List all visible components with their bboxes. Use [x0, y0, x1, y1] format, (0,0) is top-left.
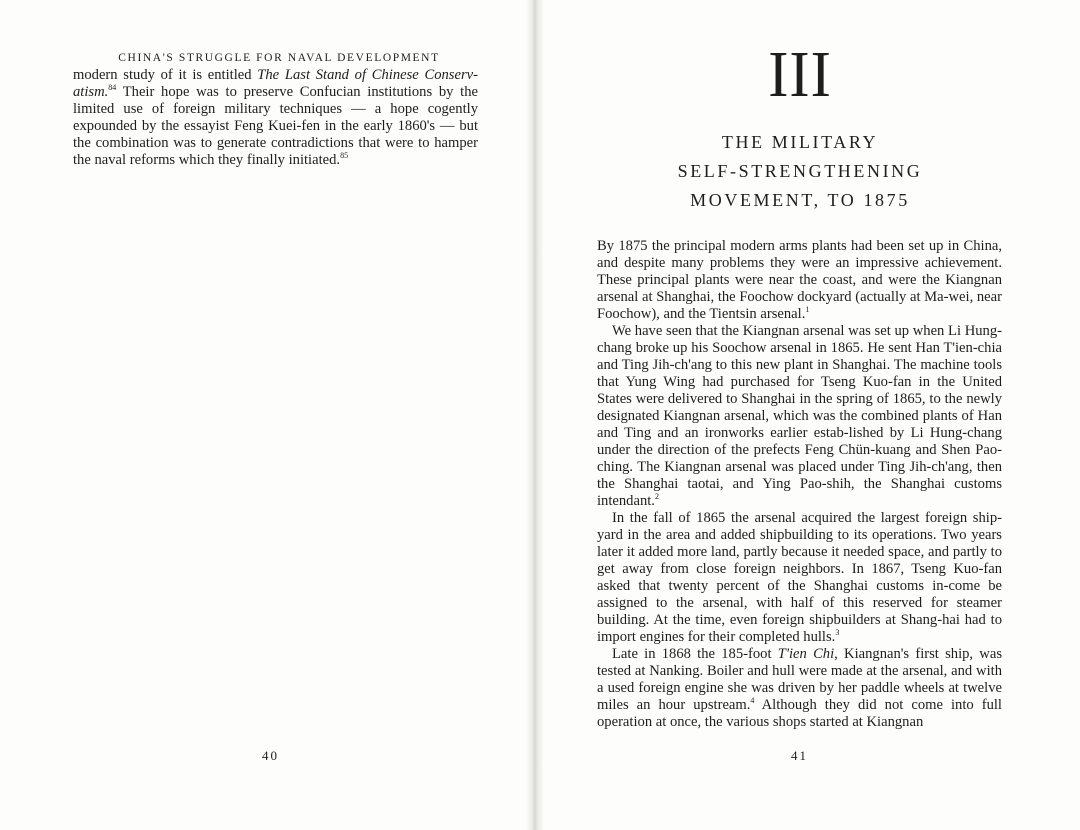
chapter-title-line-3: MOVEMENT, TO 1875: [690, 190, 910, 210]
footnote-ref-85: 85: [340, 151, 349, 161]
footnote-ref-3: 3: [835, 628, 840, 638]
paragraph-1-text: By 1875 the principal modern arms plants had been set up in China, and despite many problems they were an impressive achievement. These principal plants were near the coast, and were the Kiangnan arsenal at Shanghai, the Foochow dockyard (actually at Ma-wei, near Foochow), and the Tientsin arsenal.: [597, 238, 1002, 322]
paragraph-4-text-b: , Kiangnan's first ship, was tested at Nanking. Boiler and hull were made at the arsenal, and with a used foreign engine she was driven by her paddle wheels at twelve miles an hour upstream.: [597, 646, 1003, 713]
ship-name-italic: T'ien Chi: [777, 646, 835, 662]
chapter-number: III: [768, 38, 832, 111]
paragraph-4: [597, 646, 1002, 731]
chapter-title-line-2: SELF-STRENGTHENING: [677, 161, 923, 181]
left-text-rest: Their hope was to preserve Confucian institutions by the limited use of foreign military techniques — a hope cogently expounded by the essayist Feng Kuei-fen in the early 1860's — but the combination was to generate contradictions that were to hamper the naval reforms which they finally initiated.: [73, 84, 478, 168]
book-title-italic: The Last Stand of Chinese Conserv-atism.: [73, 67, 478, 100]
footnote-ref-1: 1: [805, 305, 810, 315]
running-head: CHINA'S STRUGGLE FOR NAVAL DEVELOPMENT: [118, 52, 440, 64]
chapter-title: [600, 128, 1000, 215]
paragraph-4-text-a: Late in 1868 the 185-foot: [612, 646, 778, 662]
footnote-ref-84: 84: [108, 83, 117, 93]
paragraph-3-text: In the fall of 1865 the arsenal acquired the largest foreign ship-yard in the area and added shipbuilding to its operations. Two years later it added more land, partly because it needed space, and partly to get away from close foreign neighbors. In 1867, Tseng Kuo-fan asked that twenty percent of the Shanghai customs in-come be assigned to the arsenal, with half of this reserved for steamer building. At the time, even foreign shipbuilders at Shang-hai had to import engines for their completed hulls.: [597, 510, 1002, 645]
paragraph-1: [597, 238, 1002, 323]
paragraph-2-text: We have seen that the Kiangnan arsenal was set up when Li Hung-chang broke up his Soochow arsenal in 1865. He sent Han T'ien-chia and Ting Jih-ch'ang to this new plant in Shanghai. The machine tools that Yung Wing had purchased for Tseng Kuo-fan in the United States were delivered to Shanghai in the spring of 1865, to the newly designated Kiangnan arsenal, which was the combined plants of Han and Ting and an ironworks earlier estab-lished by Li Hung-chang under the direction of the prefects Feng Chün-kuang and Shen Pao-ching. The Kiangnan arsenal was placed under Ting Jih-ch'ang, then the Shanghai taotai, and Ying Pao-shih, the Shanghai customs intendant.: [597, 323, 1002, 509]
right-page-body: [597, 238, 1002, 731]
paragraph-4-text-c: Although they did not come into full operation at once, the various shops started at Kiangnan: [597, 697, 1002, 730]
paragraph-3: [597, 510, 1002, 646]
chapter-title-line-1: THE MILITARY: [721, 132, 879, 152]
paragraph-2: [597, 323, 1002, 510]
footnote-ref-4: 4: [750, 696, 755, 706]
page-number-left: 40: [262, 748, 279, 763]
book-gutter: [526, 0, 544, 830]
footnote-ref-2: 2: [654, 492, 659, 502]
left-page-body: [73, 67, 478, 169]
page-number-right: 41: [791, 748, 808, 763]
left-text-start: modern study of it is entitled: [73, 67, 258, 83]
